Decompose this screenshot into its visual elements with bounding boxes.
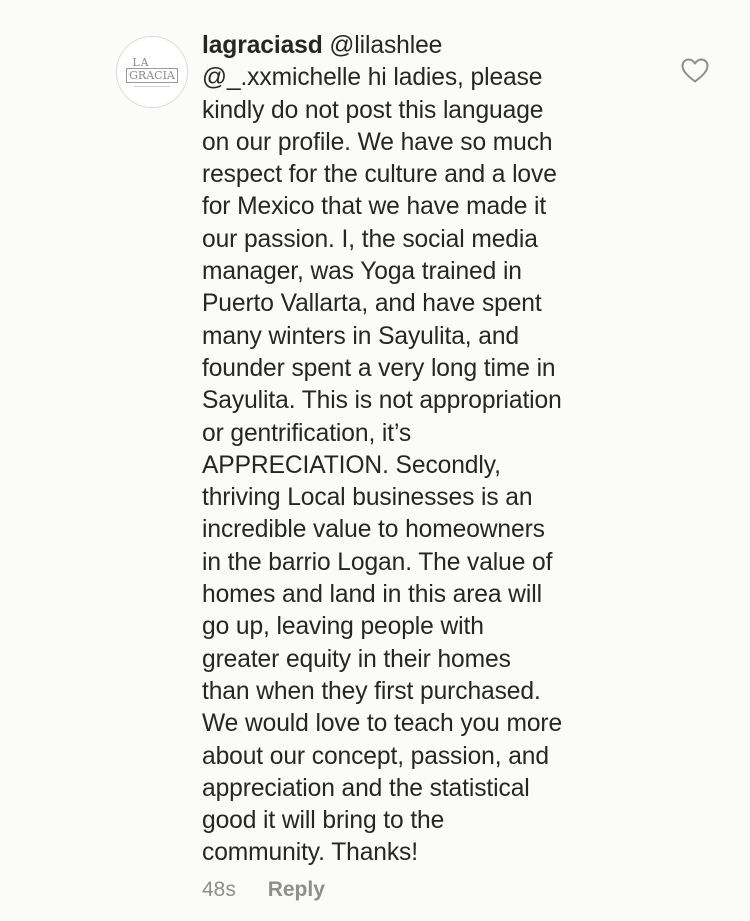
avatar-logo-gracia: GRACIA bbox=[126, 68, 178, 83]
avatar-logo-la: LA bbox=[132, 56, 150, 69]
comment-footer bbox=[202, 878, 325, 902]
comment-body bbox=[202, 30, 652, 870]
reply-button[interactable]: Reply bbox=[267, 878, 325, 901]
avatar[interactable] bbox=[116, 36, 188, 108]
comment-username[interactable]: lagraciasd bbox=[202, 32, 323, 59]
comment-text: @lilashlee @_.xxmichelle hi ladies, please kindly do not post this language on our profile. We have so much respect for the culture and a love for Mexico that we have made it our passion. I, the social media manager, was Yoga trained in Puerto Vallarta, and have spent many winters in Sayulita, and founder spent a very long time in Sayulita. This is not appropriation or gentrification, it’s APPRECIATION. Secondly, thriving Local businesses is an incredible value to homeowners in the barrio Logan. The value of homes and land in this area will go up, leaving people with greater equity in their homes than when they first purchased. We would love to teach you more about our concept, passion, and appreciation and the statistical good it will bring to the community. Thanks! bbox=[202, 32, 563, 867]
avatar-logo-rule bbox=[134, 86, 170, 87]
heart-icon[interactable] bbox=[680, 56, 710, 84]
comment-timestamp: 48s bbox=[202, 878, 236, 901]
